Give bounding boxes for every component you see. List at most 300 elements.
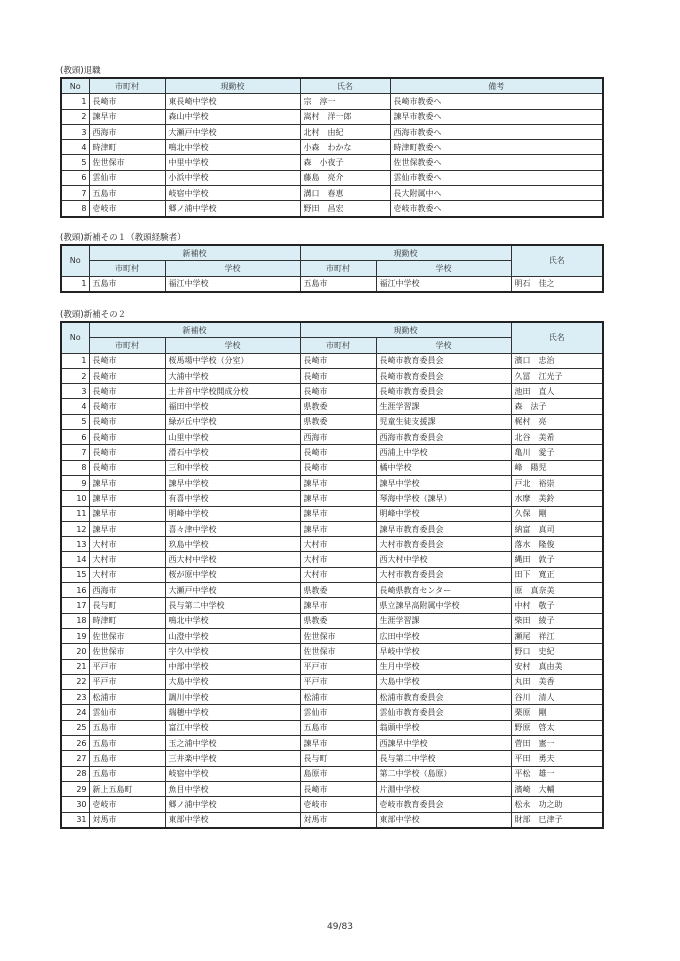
header-name: 氏名 <box>300 78 390 94</box>
cell-no: 1 <box>61 94 89 109</box>
cell-new-city: 諫早市 <box>89 506 165 521</box>
cell-current-city: 松浦市 <box>300 690 376 705</box>
cell-new-school: 調川中学校 <box>165 690 300 705</box>
table-row <box>61 567 603 582</box>
cell-remarks: 壱岐市教委へ <box>390 201 603 217</box>
cell-name: 中村 敬子 <box>511 598 603 613</box>
cell-current-city: 大村市 <box>300 552 376 567</box>
cell-new-school: 喜々津中学校 <box>165 521 300 536</box>
cell-current-city: 五島市 <box>300 720 376 735</box>
cell-current-city: 対馬市 <box>300 812 376 828</box>
cell-no: 7 <box>61 186 89 201</box>
cell-new-city: 諫早市 <box>89 521 165 536</box>
cell-current-school: 片淵中学校 <box>376 781 511 796</box>
cell-current-city: 県教委 <box>300 583 376 598</box>
cell-name: 財部 巳津子 <box>511 812 603 828</box>
header-current-school: 現勤校 <box>300 245 511 261</box>
table-row <box>61 506 603 521</box>
table-row <box>61 690 603 705</box>
cell-current-city: 平戸市 <box>300 674 376 689</box>
cell-no: 7 <box>61 445 89 460</box>
cell-new-city: 五島市 <box>89 720 165 735</box>
cell-no: 27 <box>61 751 89 766</box>
subheader-new-school: 学校 <box>165 338 300 353</box>
cell-no: 11 <box>61 506 89 521</box>
cell-new-school: 瑞穂中学校 <box>165 705 300 720</box>
cell-current-school: 長崎市教育委員会 <box>376 368 511 383</box>
cell-new-city: 長崎市 <box>89 414 165 429</box>
cell-new-school: 諫早中学校 <box>165 475 300 490</box>
subheader-new-school: 学校 <box>165 261 300 276</box>
cell-current-school: 東部中学校 <box>376 812 511 828</box>
cell-name: 亀川 愛子 <box>511 445 603 460</box>
cell-name: 濱口 忠治 <box>511 353 603 368</box>
cell-current-city: 長崎市 <box>300 460 376 475</box>
cell-new-city: 新上五島町 <box>89 781 165 796</box>
cell-current-school: 大村市教育委員会 <box>376 537 511 552</box>
cell-name: 久保 剛 <box>511 506 603 521</box>
cell-new-school: 三和中学校 <box>165 460 300 475</box>
table-row <box>61 720 603 735</box>
header-new-school: 新補校 <box>89 322 300 338</box>
table-header-row <box>61 78 603 94</box>
cell-city: 壱岐市 <box>89 201 165 217</box>
cell-city: 雲仙市 <box>89 170 165 185</box>
cell-no: 20 <box>61 644 89 659</box>
cell-new-school: 土井首中学校開成分校 <box>165 384 300 399</box>
cell-new-city: 壱岐市 <box>89 797 165 812</box>
cell-no: 28 <box>61 766 89 781</box>
table-row <box>61 170 603 185</box>
header-name: 氏名 <box>511 245 603 276</box>
cell-remarks: 佐世保教委へ <box>390 155 603 170</box>
cell-new-school: 大浦中学校 <box>165 368 300 383</box>
retirement-table-body <box>61 94 603 217</box>
cell-no: 4 <box>61 399 89 414</box>
cell-new-city: 時津町 <box>89 613 165 628</box>
cell-current-school: 西海市教育委員会 <box>376 430 511 445</box>
cell-no: 1 <box>61 353 89 368</box>
cell-new-school: 玉之浦中学校 <box>165 736 300 751</box>
cell-current-school: 諫早中学校 <box>376 475 511 490</box>
cell-new-city: 平戸市 <box>89 674 165 689</box>
cell-name: 宗 淳一 <box>300 94 390 109</box>
cell-no: 6 <box>61 430 89 445</box>
cell-new-city: 大村市 <box>89 552 165 567</box>
subheader-current-city: 市町村 <box>300 261 376 276</box>
cell-current-city: 諫早市 <box>300 598 376 613</box>
cell-current-school: 明峰中学校 <box>376 506 511 521</box>
new-assignment-2-table <box>60 321 604 829</box>
cell-current-school: 長崎市教育委員会 <box>376 384 511 399</box>
cell-remarks: 長大附属中へ <box>390 186 603 201</box>
cell-new-school: 鳴北中学校 <box>165 613 300 628</box>
cell-new-city: 大村市 <box>89 537 165 552</box>
header-new-school: 新補校 <box>89 245 300 261</box>
cell-name: 溝口 春恵 <box>300 186 390 201</box>
cell-name: 平松 雄一 <box>511 766 603 781</box>
table-header-row <box>61 245 603 261</box>
cell-current-school: 橘中学校 <box>376 460 511 475</box>
cell-name: 瀬尾 祥江 <box>511 628 603 643</box>
cell-name: 峰 陽児 <box>511 460 603 475</box>
cell-name: 菅田 憲一 <box>511 736 603 751</box>
cell-new-city: 長崎市 <box>89 399 165 414</box>
retirement-table <box>60 77 604 218</box>
cell-no: 5 <box>61 155 89 170</box>
cell-new-city: 五島市 <box>89 751 165 766</box>
cell-current-city: 諫早市 <box>300 521 376 536</box>
cell-current-school: 生涯学習課 <box>376 399 511 414</box>
table-row <box>61 109 603 124</box>
table-row <box>61 186 603 201</box>
table-row <box>61 430 603 445</box>
table-row <box>61 598 603 613</box>
subheader-new-city: 市町村 <box>89 261 165 276</box>
table-row <box>61 124 603 139</box>
cell-new-school: 大瀬戸中学校 <box>165 583 300 598</box>
cell-current-school: 鳴北中学校 <box>165 140 300 155</box>
cell-new-school: 西大村中学校 <box>165 552 300 567</box>
cell-name: 栗原 剛 <box>511 705 603 720</box>
cell-current-city: 平戸市 <box>300 659 376 674</box>
cell-new-school: 桜馬場中学校（分室） <box>165 353 300 368</box>
table-header-row <box>61 322 603 338</box>
cell-current-school: 長与第二中学校 <box>376 751 511 766</box>
cell-new-school: 福江中学校 <box>165 276 300 292</box>
cell-new-city: 長与町 <box>89 598 165 613</box>
cell-current-city: 長崎市 <box>300 353 376 368</box>
cell-no: 10 <box>61 491 89 506</box>
cell-name: 落水 隆俊 <box>511 537 603 552</box>
cell-current-school: 中里中学校 <box>165 155 300 170</box>
cell-city: 佐世保市 <box>89 155 165 170</box>
new-assignment-1-table-body <box>61 276 603 292</box>
cell-current-city: 佐世保市 <box>300 628 376 643</box>
cell-current-school: 雲仙市教育委員会 <box>376 705 511 720</box>
cell-new-city: 諫早市 <box>89 491 165 506</box>
table-row <box>61 368 603 383</box>
cell-new-city: 佐世保市 <box>89 644 165 659</box>
cell-current-school: 長崎県教育センター <box>376 583 511 598</box>
cell-new-city: 松浦市 <box>89 690 165 705</box>
page-number: 49/83 <box>327 922 353 932</box>
cell-new-school: 福田中学校 <box>165 399 300 414</box>
cell-current-school: 東長崎中学校 <box>165 94 300 109</box>
cell-new-city: 長崎市 <box>89 384 165 399</box>
cell-remarks: 雲仙市教委へ <box>390 170 603 185</box>
cell-name: 原 真奈美 <box>511 583 603 598</box>
table-row <box>61 140 603 155</box>
cell-name: 野口 史紀 <box>511 644 603 659</box>
cell-no: 26 <box>61 736 89 751</box>
cell-current-city: 長崎市 <box>300 445 376 460</box>
cell-no: 19 <box>61 628 89 643</box>
table-row <box>61 613 603 628</box>
cell-remarks: 諫早市教委へ <box>390 109 603 124</box>
cell-no: 30 <box>61 797 89 812</box>
header-current-school: 現勤校 <box>165 78 300 94</box>
header-no: No <box>61 78 89 94</box>
cell-new-city: 大村市 <box>89 567 165 582</box>
cell-current-city: 諫早市 <box>300 475 376 490</box>
cell-current-school: 児童生徒支援課 <box>376 414 511 429</box>
header-no: No <box>61 322 89 353</box>
cell-name: 北谷 美希 <box>511 430 603 445</box>
section-title-new-assignment-1: (教頭)新補その１（教頭経験者） <box>60 233 186 243</box>
cell-no: 17 <box>61 598 89 613</box>
cell-new-school: 山澄中学校 <box>165 628 300 643</box>
cell-new-school: 岐宿中学校 <box>165 766 300 781</box>
cell-name: 嵩村 洋一郎 <box>300 109 390 124</box>
table-row <box>61 659 603 674</box>
table-row <box>61 353 603 368</box>
cell-current-school: 松浦市教育委員会 <box>376 690 511 705</box>
cell-name: 森 小夜子 <box>300 155 390 170</box>
cell-no: 2 <box>61 368 89 383</box>
cell-current-city: 長崎市 <box>300 368 376 383</box>
cell-new-city: 五島市 <box>89 766 165 781</box>
table-row <box>61 552 603 567</box>
cell-current-school: 岐宿中学校 <box>165 186 300 201</box>
cell-current-city: 雲仙市 <box>300 705 376 720</box>
cell-remarks: 長崎市教委へ <box>390 94 603 109</box>
cell-new-school: 東部中学校 <box>165 812 300 828</box>
subheader-new-city: 市町村 <box>89 338 165 353</box>
header-name: 氏名 <box>511 322 603 353</box>
table-row <box>61 94 603 109</box>
table-row <box>61 781 603 796</box>
cell-new-school: 大島中学校 <box>165 674 300 689</box>
cell-no: 3 <box>61 384 89 399</box>
section-title-retirement: (教頭)退職 <box>60 66 101 76</box>
table-row <box>61 276 603 292</box>
cell-no: 18 <box>61 613 89 628</box>
cell-current-city: 壱岐市 <box>300 797 376 812</box>
table-row <box>61 201 603 217</box>
cell-city: 時津町 <box>89 140 165 155</box>
table-row <box>61 537 603 552</box>
cell-current-school: 大村市教育委員会 <box>376 567 511 582</box>
table-row <box>61 736 603 751</box>
cell-new-school: 魚目中学校 <box>165 781 300 796</box>
table-row <box>61 644 603 659</box>
table-row <box>61 384 603 399</box>
table-row <box>61 155 603 170</box>
cell-new-school: 明峰中学校 <box>165 506 300 521</box>
cell-current-city: 諫早市 <box>300 491 376 506</box>
cell-city: 西海市 <box>89 124 165 139</box>
table-row <box>61 812 603 828</box>
table-row <box>61 797 603 812</box>
cell-no: 1 <box>61 276 89 292</box>
cell-current-school: 早岐中学校 <box>376 644 511 659</box>
cell-name: 平田 勇夫 <box>511 751 603 766</box>
cell-current-school: 県立諫早高附属中学校 <box>376 598 511 613</box>
new-assignment-2-table-body <box>61 353 603 828</box>
header-city: 市町村 <box>89 78 165 94</box>
cell-current-city: 長崎市 <box>300 384 376 399</box>
cell-new-city: 雲仙市 <box>89 705 165 720</box>
cell-current-school: 大瀬戸中学校 <box>165 124 300 139</box>
table-row <box>61 460 603 475</box>
cell-new-city: 五島市 <box>89 276 165 292</box>
header-no: No <box>61 245 89 276</box>
table-row <box>61 674 603 689</box>
cell-current-school: 郷ノ浦中学校 <box>165 201 300 217</box>
cell-new-school: 宇久中学校 <box>165 644 300 659</box>
cell-current-city: 県教委 <box>300 414 376 429</box>
cell-current-city: 大村市 <box>300 567 376 582</box>
cell-no: 3 <box>61 124 89 139</box>
cell-new-school: 緑が丘中学校 <box>165 414 300 429</box>
cell-current-school: 諫早市教育委員会 <box>376 521 511 536</box>
cell-city: 諫早市 <box>89 109 165 124</box>
cell-new-city: 長崎市 <box>89 445 165 460</box>
table-row <box>61 445 603 460</box>
cell-current-school: 西大村中学校 <box>376 552 511 567</box>
cell-current-city: 大村市 <box>300 537 376 552</box>
cell-no: 13 <box>61 537 89 552</box>
cell-current-school: 生涯学習課 <box>376 613 511 628</box>
table-row <box>61 705 603 720</box>
cell-no: 9 <box>61 475 89 490</box>
cell-name: 安村 真由美 <box>511 659 603 674</box>
table-row <box>61 521 603 536</box>
table-row <box>61 766 603 781</box>
cell-name: 池田 直人 <box>511 384 603 399</box>
cell-no: 6 <box>61 170 89 185</box>
cell-current-city: 長崎市 <box>300 781 376 796</box>
cell-name: 縄田 敦子 <box>511 552 603 567</box>
table-row <box>61 491 603 506</box>
cell-current-city: 県教委 <box>300 613 376 628</box>
cell-new-city: 諫早市 <box>89 475 165 490</box>
table-row <box>61 475 603 490</box>
cell-name: 梶村 亮 <box>511 414 603 429</box>
subheader-current-school: 学校 <box>376 338 511 353</box>
cell-no: 12 <box>61 521 89 536</box>
cell-no: 31 <box>61 812 89 828</box>
cell-current-school: 福江中学校 <box>376 276 511 292</box>
cell-no: 4 <box>61 140 89 155</box>
cell-name: 小森 わかな <box>300 140 390 155</box>
cell-current-city: 長与町 <box>300 751 376 766</box>
cell-new-school: 郷ノ浦中学校 <box>165 797 300 812</box>
cell-new-city: 西海市 <box>89 583 165 598</box>
cell-no: 21 <box>61 659 89 674</box>
cell-current-city: 県教委 <box>300 399 376 414</box>
cell-city: 長崎市 <box>89 94 165 109</box>
cell-new-school: 長与第二中学校 <box>165 598 300 613</box>
cell-current-city: 西海市 <box>300 430 376 445</box>
section-title-new-assignment-2: (教頭)新補その２ <box>60 310 127 320</box>
cell-no: 8 <box>61 460 89 475</box>
cell-new-school: 三井楽中学校 <box>165 751 300 766</box>
cell-new-school: 中部中学校 <box>165 659 300 674</box>
cell-name: 藤島 亮介 <box>300 170 390 185</box>
cell-current-city: 五島市 <box>300 276 376 292</box>
table-row <box>61 628 603 643</box>
cell-city: 五島市 <box>89 186 165 201</box>
cell-no: 29 <box>61 781 89 796</box>
cell-no: 24 <box>61 705 89 720</box>
cell-name: 松永 功之助 <box>511 797 603 812</box>
cell-current-school: 西諫早中学校 <box>376 736 511 751</box>
cell-current-school: 第二中学校（島原） <box>376 766 511 781</box>
subheader-current-school: 学校 <box>376 261 511 276</box>
cell-current-city: 佐世保市 <box>300 644 376 659</box>
cell-new-city: 対馬市 <box>89 812 165 828</box>
cell-no: 16 <box>61 583 89 598</box>
cell-name: 柴田 綾子 <box>511 613 603 628</box>
new-assignment-1-table <box>60 244 604 293</box>
cell-current-school: 琴海中学校（諫早） <box>376 491 511 506</box>
cell-new-city: 長崎市 <box>89 430 165 445</box>
cell-current-school: 翁頭中学校 <box>376 720 511 735</box>
cell-new-school: 山里中学校 <box>165 430 300 445</box>
cell-no: 14 <box>61 552 89 567</box>
cell-name: 野田 昌宏 <box>300 201 390 217</box>
cell-new-city: 五島市 <box>89 736 165 751</box>
cell-current-school: 大島中学校 <box>376 674 511 689</box>
cell-current-school: 壱岐市教育委員会 <box>376 797 511 812</box>
cell-name: 森 法子 <box>511 399 603 414</box>
cell-no: 23 <box>61 690 89 705</box>
cell-name: 丸田 美香 <box>511 674 603 689</box>
cell-new-school: 富江中学校 <box>165 720 300 735</box>
cell-name: 納富 真司 <box>511 521 603 536</box>
cell-name: 野原 啓太 <box>511 720 603 735</box>
cell-new-city: 平戸市 <box>89 659 165 674</box>
table-row <box>61 583 603 598</box>
cell-new-city: 長崎市 <box>89 460 165 475</box>
cell-current-city: 島原市 <box>300 766 376 781</box>
cell-name: 戸北 裕崇 <box>511 475 603 490</box>
table-row <box>61 414 603 429</box>
cell-new-school: 玖島中学校 <box>165 537 300 552</box>
cell-current-city: 諫早市 <box>300 506 376 521</box>
cell-no: 8 <box>61 201 89 217</box>
table-row <box>61 399 603 414</box>
cell-name: 濱崎 大輔 <box>511 781 603 796</box>
cell-current-school: 小浜中学校 <box>165 170 300 185</box>
cell-current-school: 森山中学校 <box>165 109 300 124</box>
cell-name: 北村 由紀 <box>300 124 390 139</box>
cell-remarks: 時津町教委へ <box>390 140 603 155</box>
cell-current-city: 諫早市 <box>300 736 376 751</box>
cell-current-school: 生月中学校 <box>376 659 511 674</box>
cell-remarks: 西海市教委へ <box>390 124 603 139</box>
cell-current-school: 西浦上中学校 <box>376 445 511 460</box>
cell-new-school: 滑石中学校 <box>165 445 300 460</box>
header-remarks: 備考 <box>390 78 603 94</box>
header-current-school: 現勤校 <box>300 322 511 338</box>
cell-new-school: 有喜中学校 <box>165 491 300 506</box>
cell-name: 久冨 江光子 <box>511 368 603 383</box>
cell-new-city: 長崎市 <box>89 353 165 368</box>
cell-new-school: 桜が原中学校 <box>165 567 300 582</box>
cell-no: 22 <box>61 674 89 689</box>
cell-name: 明石 佳之 <box>511 276 603 292</box>
cell-no: 5 <box>61 414 89 429</box>
cell-new-city: 長崎市 <box>89 368 165 383</box>
table-row <box>61 751 603 766</box>
cell-new-city: 佐世保市 <box>89 628 165 643</box>
cell-no: 25 <box>61 720 89 735</box>
cell-current-school: 広田中学校 <box>376 628 511 643</box>
cell-name: 水摩 美鈴 <box>511 491 603 506</box>
